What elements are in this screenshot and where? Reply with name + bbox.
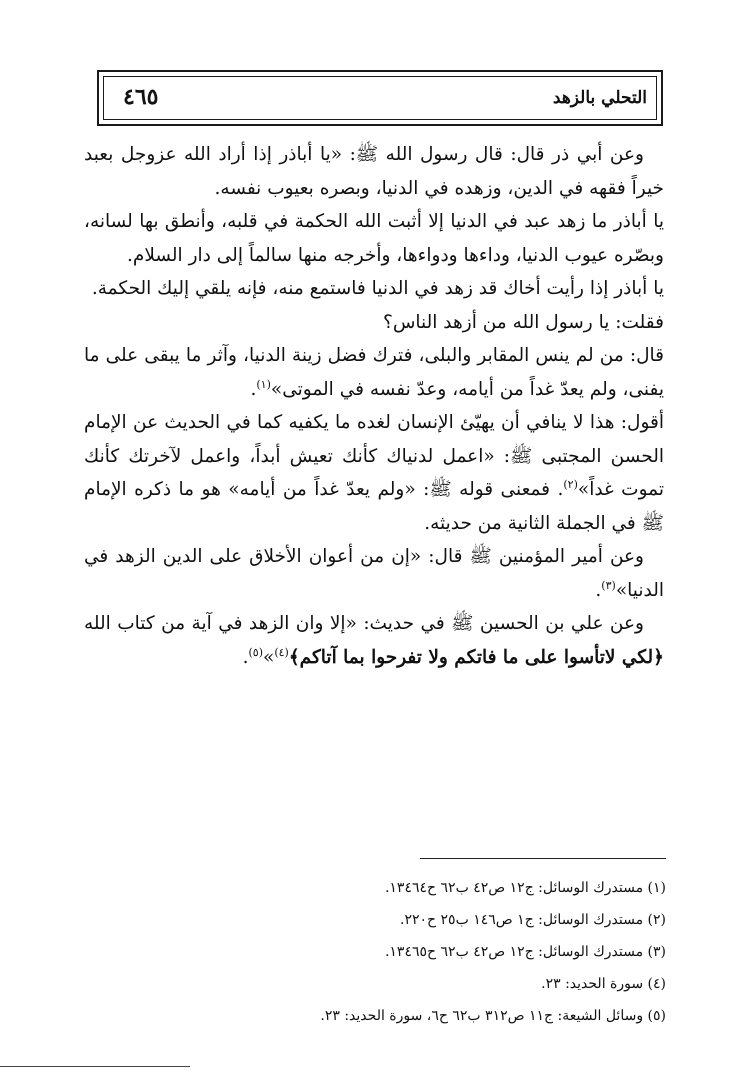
paragraph-listen-to-ascetic: يا أباذر إذا رأيت أخاك قد زهد في الدنيا فاستمع منه، فإنه يلقي إليك الحكمة. (91, 278, 664, 299)
footnote-3: (٣) مستدرك الوسائل: ج١٢ ص٤٢ ب٦٢ ح١٣٤٦٥. (384, 944, 666, 960)
paragraph-answer (84, 339, 664, 406)
amir-end: . (595, 579, 602, 601)
quote-close: » (262, 646, 275, 668)
paragraph-commentary (84, 406, 664, 540)
footnote-ref-1: (١) (256, 377, 271, 391)
commentary-continuation: . فمعنى قوله ﷺ: «ولم يعدّ غداً من أيامه» هو ما ذكره الإمام ﷺ في الجملة الثانية من حديثه. (84, 479, 664, 534)
footnote-ref-4: (٤) (274, 645, 289, 659)
paragraph-amir-almuminin (84, 540, 664, 607)
footnote-4: (٤) سورة الحديد: ٢٣. (541, 976, 666, 992)
paragraph-zuhd-wisdom: يا أباذر ما زهد عبد في الدنيا إلا أثبت الله الحكمة في قلبه، وأنطق بها لسانه، وبصّره عيوب الدنيا، وداءها ودواءها، وأخرجه منها سالماً إلى دار السلام. (84, 211, 664, 266)
paragraph-abudhar-hadith: وعن أبي ذر قال: قال رسول الله ﷺ: «يا أباذر إذا أراد الله عزوجل بعبد خيراً فقهه في الدين، وزهده في الدنيا، وبصره بعيوب نفسه. (84, 144, 664, 199)
footnote-2: (٢) مستدرك الوسائل: ج١ ص١٤٦ ب٢٥ ح٢٢٠. (400, 912, 666, 928)
ali-end: . (242, 646, 249, 668)
page-bottom-rule (0, 1066, 190, 1067)
answer-end: . (250, 378, 257, 400)
amir-text: وعن أمير المؤمنين ﷺ قال: «إن من أعوان الأخلاق على الدين الزهد في الدنيا» (84, 546, 664, 601)
body-text (84, 138, 664, 674)
footnote-ref-3: (٣) (601, 578, 616, 592)
paragraph-question: فقلت: يا رسول الله من أزهد الناس؟ (383, 311, 664, 333)
chapter-title: التحلي بالزهد (552, 88, 647, 108)
page-header-frame (97, 70, 663, 126)
answer-text: قال: من لم ينس المقابر والبلى، فترك فضل زينة الدنيا، وآثر ما يبقى على ما يفنى، ولم يعدّ غداً من أيامه، وعدّ نفسه في الموتى» (84, 345, 664, 400)
footnote-separator (420, 858, 666, 859)
paragraph-ali-ibn-hussain (84, 607, 664, 674)
quran-verse: ﴿لكي لاتأسوا على ما فاتكم ولا تفرحوا بما آتاكم﴾ (288, 646, 664, 668)
footnote-5: (٥) وسائل الشيعة: ج١١ ص٣١٢ ب٦٢ ح٦، سورة الحديد: ٢٣. (320, 1008, 666, 1024)
page-number: ٤٦٥ (123, 84, 159, 110)
footnotes (84, 872, 666, 1032)
ali-text: وعن علي بن الحسين ﷺ في حديث: «إلا وان الزهد في آية من كتاب الله (84, 613, 644, 634)
footnote-ref-2: (٢) (563, 477, 578, 491)
commentary-text: أقول: هذا لا ينافي أن يهيّئ الإنسان لغده ما يكفيه كما في الحديث عن الإمام الحسن المجتبى ﷺ: «اعمل لدنياك كأنك تعيش أبداً، واعمل لآخرتك كأنك تموت غداً» (84, 412, 664, 500)
footnote-1: (١) مستدرك الوسائل: ج١٢ ص٤٢ ب٦٢ ح١٣٤٦٤. (384, 880, 666, 896)
footnote-ref-5: (٥) (248, 645, 263, 659)
